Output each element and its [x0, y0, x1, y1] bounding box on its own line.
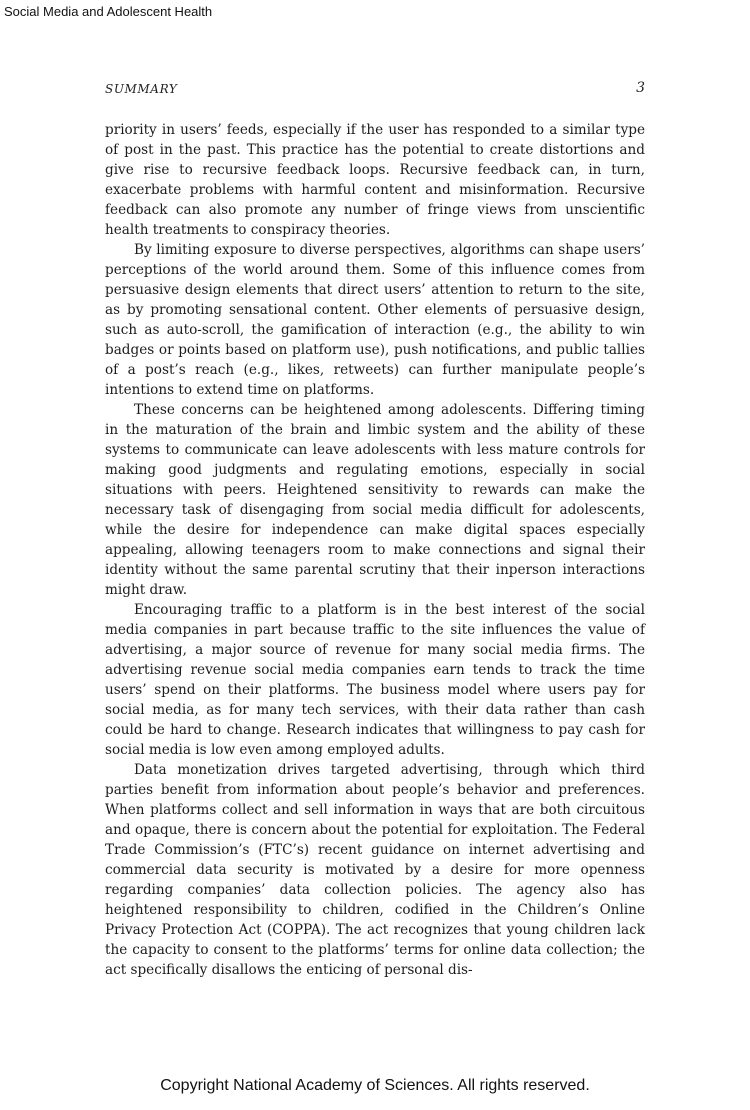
- copyright-footer: Copyright National Academy of Sciences. All rights reserved.: [160, 1077, 590, 1094]
- paragraph-5: Data monetization drives targeted advertising, through which third parties benefit from information about people’s behavior and preferences. When platforms collect and sell information in ways that are both circuitous and opaque, there is concern about the potential for exploitation. The Federal Trade Commission’s (FTC’s) recent guidance on internet advertising and commercial data security is motivated by a desire for more openness regarding companies’ data collection policies. The agency also has heightened responsibility to children, codified in the Children’s Online Privacy Protection Act (COPPA). The act recognizes that young children lack the capacity to consent to the platforms’ terms for online data collection; the act specifically disallows the enticing of personal dis-: [105, 762, 645, 978]
- section-label: SUMMARY: [105, 82, 178, 96]
- paragraph-1: priority in users’ feeds, especially if the user has responded to a similar type of post in the past. This practice has the potential to create distortions and give rise to recursive feedback loops. Recursive feedback can, in turn, exacerbate problems with harmful content and misinformation. Recursive feedback can also promote any number of fringe views from unscientific health treatments to conspiracy theories.: [105, 122, 645, 238]
- paragraph-2: By limiting exposure to diverse perspectives, algorithms can shape users’ perceptions of the world around them. Some of this influence comes from persuasive design elements that direct users’ attention to return to the site, as by promoting sensational content. Other elements of persuasive design, such as auto-scroll, the gamification of interaction (e.g., the ability to win badges or points based on platform use), push notifications, and public tallies of a post’s reach (e.g., likes, retweets) can further manipulate people’s intentions to extend time on platforms.: [105, 242, 645, 398]
- paragraph-4: Encouraging traffic to a platform is in the best interest of the social media companies in part because traffic to the site influences the value of advertising, a major source of revenue for many social media firms. The advertising revenue social media companies earn tends to track the time users’ spend on their platforms. The business model where users pay for social media, as for many tech services, with their data rather than cash could be hard to change. Research indicates that willingness to pay cash for social media is low even among employed adults.: [105, 602, 645, 758]
- running-head: [105, 80, 645, 98]
- document-header-title: Social Media and Adolescent Health: [4, 4, 213, 19]
- paragraph-3: These concerns can be heightened among adolescents. Differing timing in the maturation of the brain and limbic system and the ability of these systems to communicate can leave adolescents with less mature controls for making good judgments and regulating emotions, especially in social situations with peers. Heightened sensitivity to rewards can make the necessary task of disengaging from social media difficult for adolescents, while the desire for independence can make digital spaces especially appealing, allowing teenagers room to make connections and signal their identity without the same parental scrutiny that their inperson interactions might draw.: [105, 402, 645, 598]
- page-number: 3: [636, 80, 645, 96]
- body-text: [105, 120, 645, 980]
